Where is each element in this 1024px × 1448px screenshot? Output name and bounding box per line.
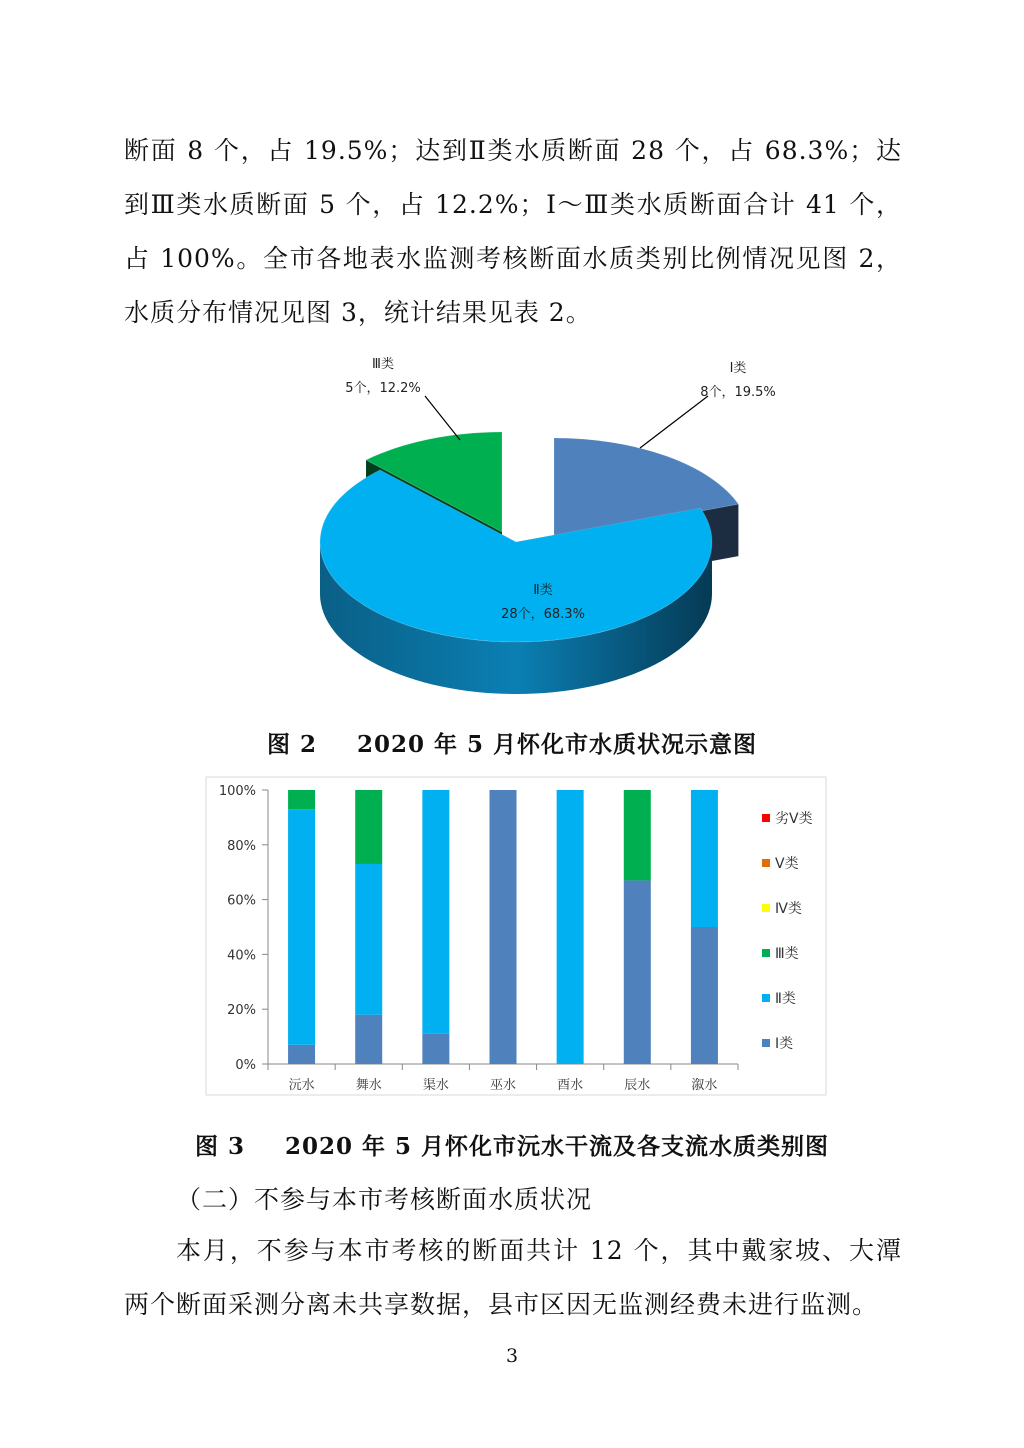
pie-label-count: 5个，12.2% — [345, 381, 421, 396]
x-tick-label: 舞水 — [355, 1078, 382, 1093]
x-tick-label: 溆水 — [691, 1078, 718, 1093]
stacked-bar-chart — [0, 772, 1024, 1102]
figure-2-title: 2020 年 5 月怀化市水质状况示意图 — [356, 731, 758, 758]
pie-label-category: Ⅰ类 — [729, 361, 747, 376]
figure-3-number: 图 3 — [194, 1133, 245, 1160]
legend-label: Ⅴ类 — [775, 856, 799, 872]
x-tick-label: 渠水 — [422, 1078, 449, 1093]
figure-3-caption — [0, 1128, 1024, 1161]
bar-segment-溆水-Ⅱ类 — [691, 790, 718, 927]
bar-segment-巫水-Ⅰ类 — [490, 790, 517, 1064]
figure-2-number: 图 2 — [266, 731, 317, 758]
bar-segment-舞水-Ⅲ类 — [355, 790, 382, 864]
pie-label-count: 28个，68.3% — [501, 607, 585, 622]
bar-segment-舞水-Ⅰ类 — [355, 1015, 382, 1064]
bar-segment-沅水-Ⅲ类 — [288, 790, 315, 809]
bar-segment-辰水-Ⅰ类 — [624, 880, 651, 1064]
legend-label: Ⅰ类 — [775, 1036, 794, 1052]
legend-swatch — [762, 904, 770, 912]
legend-label: Ⅳ类 — [775, 901, 802, 917]
legend-swatch — [762, 1039, 770, 1047]
y-tick-label: 0% — [235, 1058, 256, 1073]
legend-swatch — [762, 949, 770, 957]
y-tick-label: 40% — [227, 948, 256, 964]
bar-segment-渠水-Ⅱ类 — [422, 790, 449, 1034]
bar-segment-渠水-Ⅰ类 — [422, 1034, 449, 1064]
bar-segment-辰水-Ⅲ类 — [624, 790, 651, 880]
body-paragraph: 本月，不参与本市考核的断面共计 12 个，其中戴家坡、大潭两个断面采测分离未共享数据，县市区因无监测经费未进行监测。 — [124, 1236, 902, 1319]
legend-label: Ⅲ类 — [775, 946, 799, 962]
y-tick-label: 20% — [227, 1003, 256, 1019]
figure-3-title: 2020 年 5 月怀化市沅水干流及各支流水质类别图 — [284, 1133, 830, 1160]
section-heading: （二）不参与本市考核断面水质状况 — [176, 1185, 593, 1214]
legend-swatch — [762, 994, 770, 1002]
bar-segment-溆水-Ⅰ类 — [691, 927, 718, 1064]
pie-label-category: Ⅲ类 — [372, 357, 394, 372]
legend-swatch — [762, 859, 770, 867]
x-tick-label: 沅水 — [288, 1078, 315, 1093]
legend-label: Ⅱ类 — [775, 991, 796, 1007]
y-tick-label: 100% — [218, 784, 256, 799]
y-tick-label: 60% — [227, 893, 256, 909]
page-number: 3 — [505, 1345, 519, 1367]
legend-swatch — [762, 814, 770, 822]
bar-segment-沅水-Ⅰ类 — [288, 1045, 315, 1064]
legend-label: 劣Ⅴ类 — [775, 811, 813, 827]
bar-segment-酉水-Ⅱ类 — [557, 790, 584, 1064]
pie-leader-line — [425, 396, 460, 440]
bar-segment-沅水-Ⅱ类 — [288, 809, 315, 1045]
intro-paragraph: 断面 8 个，占 19.5%；达到Ⅱ类水质断面 28 个，占 68.3%；达到Ⅲ类水质断面 5 个，占 12.2%；Ⅰ～Ⅲ类水质断面合计 41 个，占 100%。全市各地表水监测考核断面水质类别比例情况见图 2，水质分布情况见图 3，统计结果见表 2。 — [124, 136, 902, 327]
figure-2-caption — [0, 726, 1024, 759]
pie-chart — [0, 340, 1024, 740]
pie-label-count: 8个，19.5% — [700, 385, 776, 400]
bar-segment-舞水-Ⅱ类 — [355, 864, 382, 1015]
pie-leader-line — [640, 396, 708, 448]
x-tick-label: 巫水 — [489, 1078, 517, 1093]
y-tick-label: 80% — [227, 838, 256, 854]
x-tick-label: 酉水 — [557, 1078, 584, 1093]
x-tick-label: 辰水 — [624, 1078, 651, 1093]
pie-label-category: Ⅱ类 — [533, 583, 553, 598]
